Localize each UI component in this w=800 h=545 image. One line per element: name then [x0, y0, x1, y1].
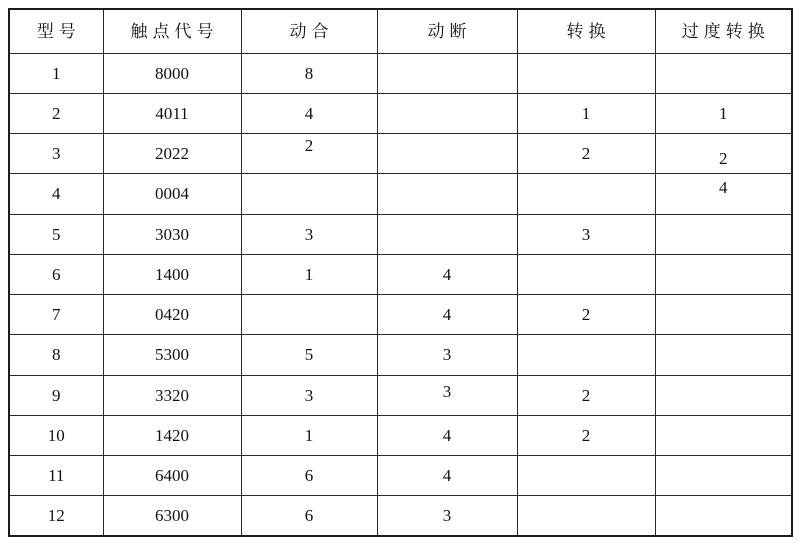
cell-value: 8000: [155, 63, 189, 83]
cell-changeover: [517, 174, 655, 214]
cell-value: 4: [304, 103, 314, 123]
header-row: [9, 9, 792, 53]
cell-value: 2: [581, 425, 591, 445]
cell-changeover: [517, 214, 655, 254]
cell-value: 2: [581, 385, 591, 405]
table-row: [9, 53, 792, 93]
cell-model: [9, 214, 103, 254]
cell-contact-code: [103, 53, 241, 93]
cell-normally-closed: [377, 93, 517, 133]
cell-contact-code: [103, 254, 241, 294]
cell-value: 8: [304, 63, 314, 83]
col-header-contact-code: 触点代号: [103, 9, 241, 53]
table-row: [9, 335, 792, 375]
cell-normally-open: [241, 93, 377, 133]
cell-value: 12: [47, 506, 65, 526]
cell-normally-closed: [377, 174, 517, 214]
cell-value: 3030: [155, 224, 189, 244]
cell-value: 3: [304, 385, 314, 405]
cell-value: 6300: [155, 506, 189, 526]
cell-model: [9, 456, 103, 496]
cell-contact-code: [103, 134, 241, 174]
col-header-transition-changeover: 过度转换: [655, 9, 792, 53]
cell-transition-changeover: [655, 254, 792, 294]
cell-normally-closed: [377, 214, 517, 254]
cell-value: 1400: [155, 264, 189, 284]
table-row: [9, 214, 792, 254]
cell-normally-open: [241, 134, 377, 174]
cell-value: 3320: [155, 385, 189, 405]
cell-value: 2: [304, 136, 314, 156]
cell-value: 6: [52, 264, 61, 284]
cell-value: 4: [52, 184, 61, 204]
cell-normally-closed: [377, 456, 517, 496]
cell-normally-open: [241, 415, 377, 455]
cell-value: 10: [47, 425, 65, 445]
cell-normally-open: [241, 295, 377, 335]
col-header-changeover: 转换: [517, 9, 655, 53]
table-row: [9, 496, 792, 536]
cell-model: [9, 335, 103, 375]
cell-changeover: [517, 134, 655, 174]
cell-transition-changeover: [655, 335, 792, 375]
cell-value: 4: [442, 264, 452, 284]
cell-changeover: [517, 53, 655, 93]
cell-normally-closed: [377, 53, 517, 93]
cell-transition-changeover: [655, 214, 792, 254]
contact-spec-table-container: [8, 8, 791, 537]
cell-value: 1: [304, 264, 314, 284]
cell-value: 1: [719, 103, 728, 123]
cell-changeover: [517, 93, 655, 133]
cell-value: 4: [442, 305, 452, 325]
cell-value: 3: [442, 506, 452, 526]
cell-model: [9, 375, 103, 415]
cell-normally-closed: [377, 134, 517, 174]
cell-transition-changeover: [655, 174, 792, 214]
cell-contact-code: [103, 375, 241, 415]
cell-changeover: [517, 254, 655, 294]
cell-normally-closed: [377, 335, 517, 375]
table-row: [9, 134, 792, 174]
table-row: [9, 174, 792, 214]
cell-model: [9, 174, 103, 214]
table-header: [9, 9, 792, 53]
cell-model: [9, 295, 103, 335]
cell-value: 7: [52, 305, 61, 325]
cell-model: [9, 496, 103, 536]
cell-value: 1: [52, 63, 61, 83]
cell-value: 0420: [155, 305, 189, 325]
cell-model: [9, 53, 103, 93]
col-header-normally-closed: 动断: [377, 9, 517, 53]
cell-normally-closed: [377, 295, 517, 335]
table-row: [9, 415, 792, 455]
table-row: [9, 456, 792, 496]
cell-value: 2022: [155, 144, 189, 164]
cell-value: 8: [52, 345, 61, 365]
table-body: [9, 53, 792, 536]
cell-contact-code: [103, 456, 241, 496]
table-row: [9, 93, 792, 133]
cell-contact-code: [103, 496, 241, 536]
cell-value: 1420: [155, 425, 189, 445]
cell-value: 4: [442, 425, 452, 445]
cell-value: 3: [52, 144, 61, 164]
cell-value: 6400: [155, 466, 189, 486]
cell-normally-closed: [377, 496, 517, 536]
cell-changeover: [517, 335, 655, 375]
cell-normally-open: [241, 214, 377, 254]
cell-value: 4: [719, 178, 728, 198]
col-header-model: 型号: [9, 9, 103, 53]
cell-transition-changeover: [655, 93, 792, 133]
cell-contact-code: [103, 93, 241, 133]
cell-value: 2: [581, 305, 591, 325]
cell-value: 9: [52, 385, 61, 405]
col-header-normally-open: 动合: [241, 9, 377, 53]
cell-value: 2: [581, 144, 591, 164]
cell-transition-changeover: [655, 134, 792, 174]
cell-transition-changeover: [655, 295, 792, 335]
cell-value: 6: [304, 466, 314, 486]
cell-changeover: [517, 456, 655, 496]
cell-model: [9, 415, 103, 455]
cell-value: 0004: [155, 184, 189, 204]
cell-model: [9, 93, 103, 133]
cell-value: 4: [442, 466, 452, 486]
cell-model: [9, 134, 103, 174]
contact-spec-table: [8, 8, 793, 537]
cell-contact-code: [103, 335, 241, 375]
cell-normally-open: [241, 53, 377, 93]
cell-value: 5: [52, 224, 61, 244]
table-row: [9, 295, 792, 335]
cell-transition-changeover: [655, 53, 792, 93]
cell-value: 1: [581, 103, 591, 123]
cell-normally-open: [241, 456, 377, 496]
cell-normally-open: [241, 375, 377, 415]
cell-transition-changeover: [655, 496, 792, 536]
cell-value: 3: [304, 224, 314, 244]
cell-normally-open: [241, 335, 377, 375]
cell-changeover: [517, 375, 655, 415]
cell-normally-closed: [377, 375, 517, 415]
table-row: [9, 375, 792, 415]
cell-transition-changeover: [655, 415, 792, 455]
cell-contact-code: [103, 295, 241, 335]
cell-changeover: [517, 415, 655, 455]
cell-contact-code: [103, 415, 241, 455]
cell-value: 3: [581, 224, 591, 244]
cell-value: 3: [442, 345, 452, 365]
cell-normally-closed: [377, 415, 517, 455]
cell-changeover: [517, 295, 655, 335]
cell-value: 6: [304, 506, 314, 526]
cell-normally-open: [241, 496, 377, 536]
cell-changeover: [517, 496, 655, 536]
cell-value: 5300: [155, 345, 189, 365]
cell-transition-changeover: [655, 375, 792, 415]
cell-value: 1: [304, 425, 314, 445]
cell-transition-changeover: [655, 456, 792, 496]
table-row: [9, 254, 792, 294]
cell-model: [9, 254, 103, 294]
cell-normally-open: [241, 254, 377, 294]
cell-value: 4011: [155, 103, 189, 123]
cell-value: 2: [52, 103, 61, 123]
cell-contact-code: [103, 174, 241, 214]
cell-value: 11: [48, 466, 65, 486]
cell-value: 5: [304, 345, 314, 365]
cell-value: 3: [442, 381, 452, 401]
cell-normally-open: [241, 174, 377, 214]
cell-value: 2: [719, 149, 728, 169]
cell-normally-closed: [377, 254, 517, 294]
cell-contact-code: [103, 214, 241, 254]
